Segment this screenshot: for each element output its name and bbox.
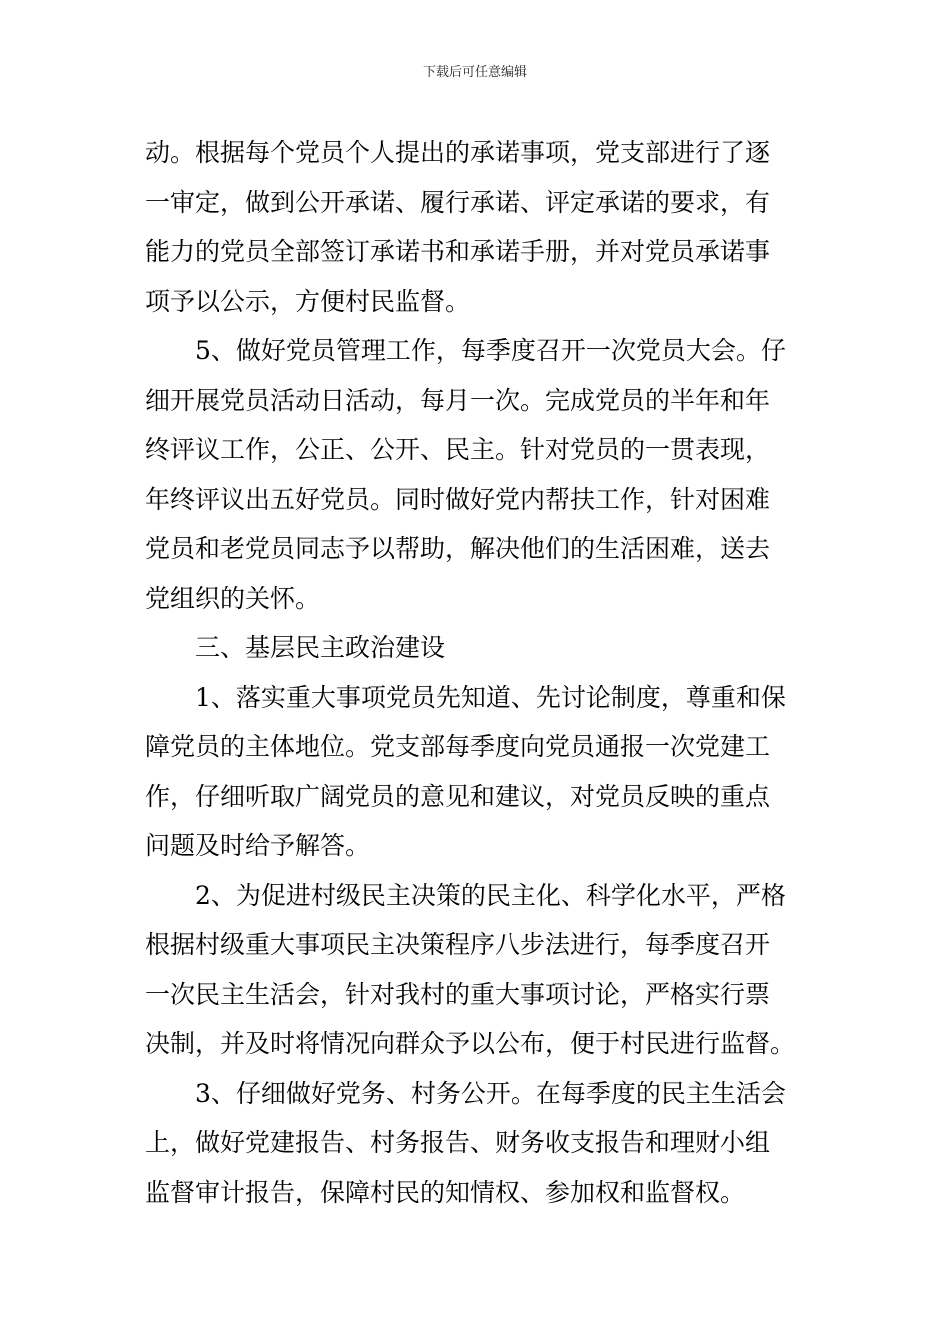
text-line: 一次民主生活会，针对我村的重大事项讨论，严格实行票	[145, 979, 771, 1009]
text-line: 年终评议出五好党员。同时做好党内帮扶工作，针对困难	[145, 484, 771, 514]
text-line: 障党员的主体地位。党支部每季度向党员通报一次党建工	[145, 732, 771, 761]
section-heading: 三、基层民主政治建设	[195, 633, 446, 662]
text-line: 动。根据每个党员个人提出的承诺事项，党支部进行了逐	[145, 138, 771, 167]
page-header: 下载后可任意编辑	[422, 65, 527, 80]
text-line: 上，做好党建报告、村务报告、财务收支报告和理财小组	[145, 1128, 771, 1157]
text-line: 问题及时给予解答。	[145, 831, 371, 860]
text-line: 党员和老党员同志予以帮助，解决他们的生活困难，送去	[145, 534, 771, 563]
text-line: 能力的党员全部签订承诺书和承诺手册，并对党员承诺事	[145, 237, 771, 266]
text-line: 2、为促进村级民主决策的民主化、科学化水平，严格	[195, 880, 786, 910]
text-line: 作，仔细听取广阔党员的意见和建议，对党员反映的重点	[145, 781, 771, 811]
text-line: 细开展党员活动日活动，每月一次。完成党员的半年和年	[145, 385, 771, 415]
text-line: 根据村级重大事项民主决策程序八步法进行，每季度召开	[145, 930, 771, 959]
text-line: 项予以公示，方便村民监督。	[145, 286, 471, 316]
text-line: 终评议工作，公正、公开、民主。针对党员的一贯表现，	[145, 435, 771, 464]
text-line: 3、仔细做好党务、村务公开。在每季度的民主生活会	[195, 1078, 786, 1108]
text-line: 决制，并及时将情况向群众予以公布，便于村民进行监督。	[145, 1029, 796, 1058]
text-line: 5、做好党员管理工作，每季度召开一次党员大会。仔	[195, 336, 786, 365]
text-line: 党组织的关怀。	[145, 583, 321, 613]
text-line: 监督审计报告，保障村民的知情权、参加权和监督权。	[145, 1177, 746, 1207]
document-body	[145, 128, 805, 1217]
text-line: 一审定，做到公开承诺、履行承诺、评定承诺的要求，有	[145, 187, 771, 217]
text-line: 1、落实重大事项党员先知道、先讨论制度，尊重和保	[195, 682, 786, 712]
